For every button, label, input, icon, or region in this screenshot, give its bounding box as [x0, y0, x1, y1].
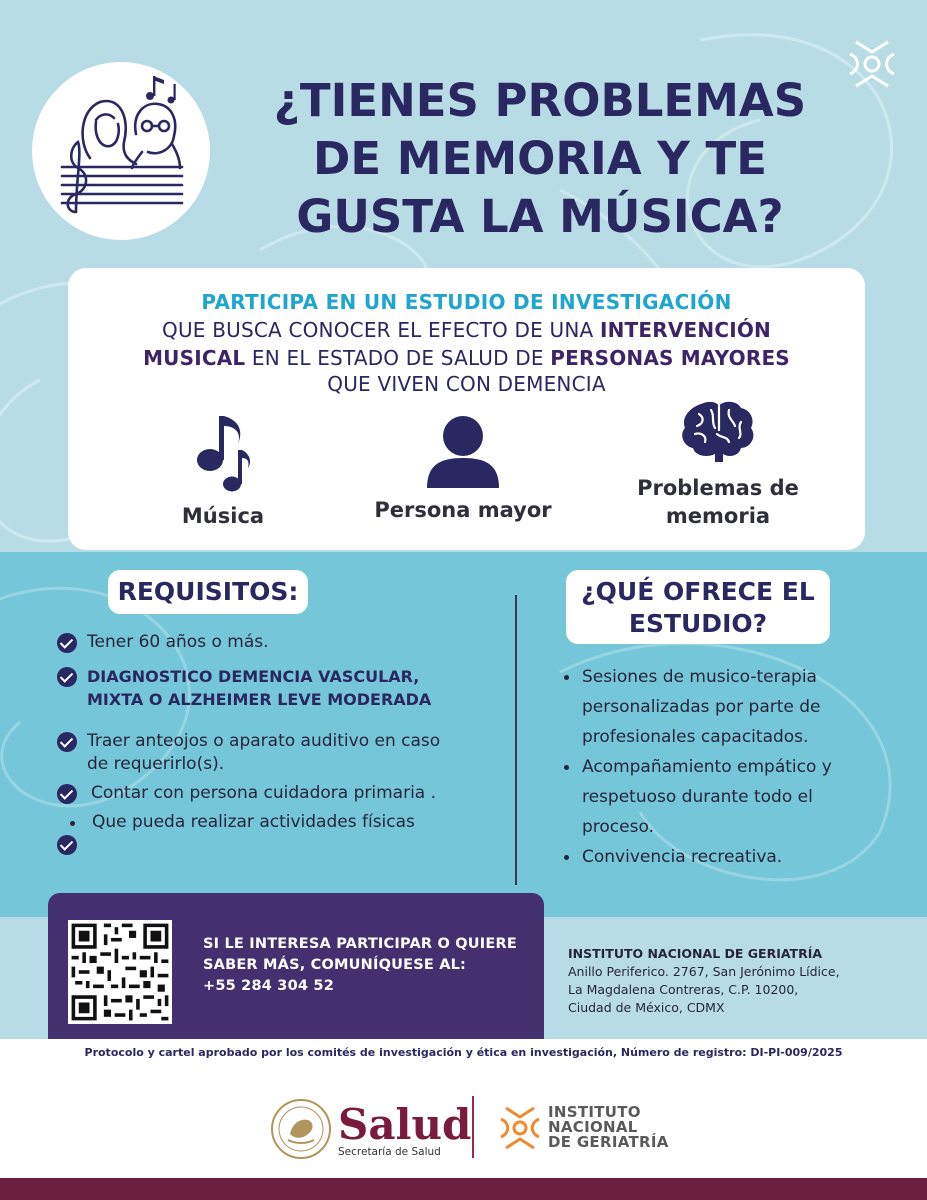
headline-line: GUSTA LA MÚSICA? [296, 190, 784, 243]
column-divider [515, 595, 517, 885]
requirement-item [92, 811, 415, 834]
offer-item [562, 842, 882, 872]
footer-separator [472, 1096, 474, 1158]
contact-text [203, 934, 517, 997]
study-emphasis: INTERVENCIÓN [599, 318, 771, 342]
headline-line: DE MEMORIA Y TE [313, 132, 767, 185]
requirement-item [57, 631, 269, 654]
couple-music-illustration [32, 62, 210, 240]
requirement-item [57, 730, 440, 776]
salud-logo-text: Salud [338, 1100, 472, 1149]
music-label: Música [181, 504, 265, 528]
offer-text-line: Sesiones de musico-terapia [582, 667, 817, 687]
geriatria-footer-logo-icon [498, 1104, 542, 1152]
check-icon [57, 667, 77, 687]
offer-heading-line: ESTUDIO? [628, 609, 768, 638]
offer-text-line: Convivencia recreativa. [582, 847, 783, 867]
bullet-dot [70, 821, 75, 826]
requirement-text-line: Traer anteojos o aparato auditivo en caso [87, 731, 441, 751]
study-text: EN EL ESTADO DE SALUD DE [245, 346, 551, 370]
offer-item [562, 752, 882, 842]
offer-text-line: profesionales capacitados. [582, 727, 809, 747]
study-description-line [68, 346, 865, 370]
requirement-item [57, 833, 87, 855]
memory-label-line: memoria [665, 504, 771, 528]
requirement-text-line: MIXTA O ALZHEIMER LEVE MODERADA [87, 690, 432, 709]
study-description-line [68, 318, 865, 342]
requirement-text-line: de requerirlo(s). [87, 754, 225, 774]
check-icon [57, 633, 77, 653]
offer-heading [566, 570, 830, 644]
brain-icon [681, 400, 755, 464]
requirement-text [87, 665, 431, 711]
study-emphasis: PERSONAS MAYORES [550, 346, 790, 370]
logo-text-line: INSTITUTO [548, 1103, 641, 1121]
institution-address-line: La Magdalena Contreras, C.P. 10200, [568, 982, 799, 997]
requirement-item [57, 782, 436, 805]
offer-text-line: proceso. [582, 817, 654, 837]
offer-text-line: personalizadas por parte de [582, 697, 821, 717]
offer-text-line: respetuoso durante todo el [582, 787, 813, 807]
requirement-text: Contar con persona cuidadora primaria . [91, 783, 437, 803]
music-notes-icon [188, 408, 258, 494]
contact-line: SI LE INTERESA PARTICIPAR O QUIERE [203, 936, 517, 952]
logo-text-line: DE GERIATRÍA [548, 1133, 669, 1151]
requirement-text [87, 730, 440, 776]
check-icon [57, 784, 77, 804]
person-block [358, 416, 568, 524]
memory-label [623, 474, 813, 530]
memory-label-line: Problemas de [637, 476, 799, 500]
institution-info [568, 945, 840, 1017]
offer-text-line: Acompañamiento empático y [582, 757, 832, 777]
salud-subtitle: Secretaría de Salud [338, 1146, 441, 1158]
contact-line: SABER MÁS, COMUNÍQUESE AL: [203, 957, 467, 973]
contact-phone[interactable]: +55 284 304 52 [203, 978, 334, 994]
qr-code-image [68, 920, 172, 1024]
institution-address-line: Anillo Periferico. 2767, San Jerónimo Lídice, [568, 964, 840, 979]
study-title: PARTICIPA EN UN ESTUDIO DE INVESTIGACIÓN [201, 290, 732, 314]
logo-text-line: NACIONAL [548, 1118, 638, 1136]
music-block [168, 408, 278, 530]
illustration-circle [32, 62, 210, 240]
protocol-text: Protocolo y cartel aprobado por los comités de investigación y ética en investigación, Número de registro: DI-PI-009/2025 [84, 1046, 843, 1059]
geriatria-logo-text [548, 1105, 669, 1150]
check-icon [57, 835, 77, 855]
memory-block [623, 400, 813, 530]
offer-heading-line: ¿QUÉ OFRECE EL [581, 577, 815, 606]
study-info-box [68, 268, 865, 550]
person-label: Persona mayor [374, 498, 552, 522]
footer-color-strip [0, 1178, 927, 1200]
study-emphasis: MUSICAL [143, 346, 246, 370]
main-headline [220, 72, 860, 246]
mexico-seal-icon [270, 1098, 332, 1160]
offer-list [562, 662, 882, 872]
qr-code[interactable] [68, 920, 172, 1024]
institution-name: INSTITUTO NACIONAL DE GERIATRÍA [568, 946, 823, 961]
requirements-heading: REQUISITOS: [108, 570, 308, 614]
study-text: QUE BUSCA CONOCER EL EFECTO DE UNA [162, 318, 600, 342]
study-description-line: QUE VIVEN CON DEMENCIA [327, 372, 606, 396]
requirement-text-line: DIAGNOSTICO DEMENCIA VASCULAR, [87, 667, 420, 686]
offer-item [562, 662, 882, 752]
headline-line: ¿TIENES PROBLEMAS [273, 74, 807, 127]
institution-address-line: Ciudad de México, CDMX [568, 1000, 725, 1015]
requirement-text: Tener 60 años o más. [87, 632, 269, 652]
requirement-text: Que pueda realizar actividades físicas [92, 812, 415, 832]
check-icon [57, 732, 77, 752]
requirement-item [57, 665, 431, 711]
person-icon [425, 416, 501, 488]
